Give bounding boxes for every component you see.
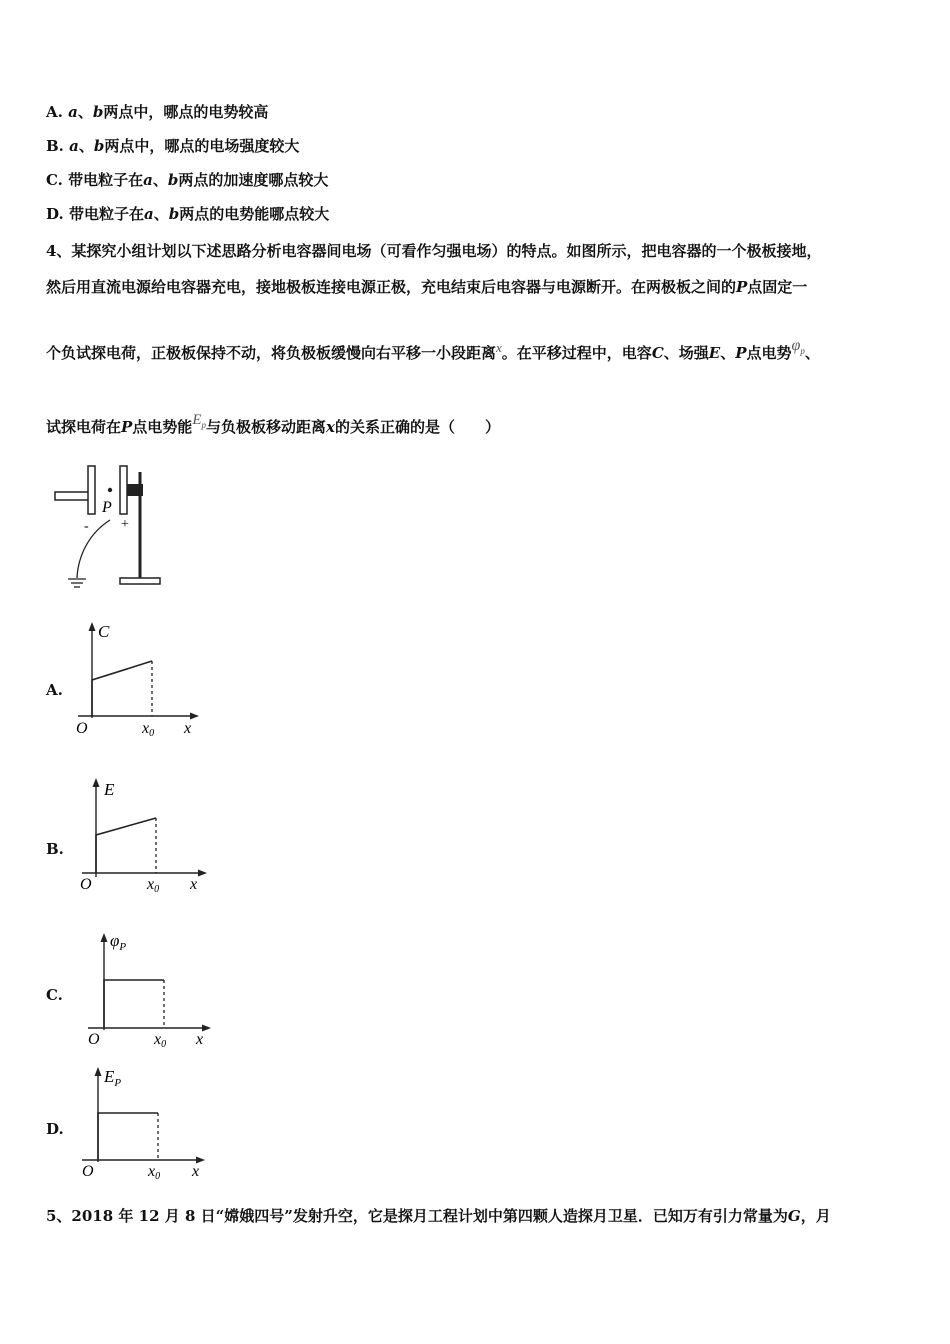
graph-c-y-arrow <box>101 933 108 942</box>
q4-line2: 然后用直流电源给电容器充电，接地极板连接电源正极，充电结束后电容器与电源断开。在两极板之间的P点固定一 <box>46 278 808 296</box>
q4-line3: 个负试探电荷，正极板保持不动，将负极板缓慢向右平移一小段距离x。在平移过程中，电容C、场强E、P点电势$\varphi^p$、 <box>46 337 820 362</box>
graph-a-x-arrow <box>190 713 199 720</box>
graph-b-label: B. <box>46 840 64 858</box>
graph-b-curve <box>96 818 156 873</box>
graph-b-x-arrow <box>198 870 207 877</box>
stand-base <box>120 578 160 584</box>
graph-a-y-label: C <box>98 622 110 641</box>
option-c-prev: C. 带电粒子在a、b两点的加速度哪点较大 <box>46 171 329 189</box>
graph-c-curve <box>104 980 164 1028</box>
q5-line1: 5、2018 年 12 月 8 日“嫦娥四号”发射升空，它是探月工程计划中第四颗人造探月卫星．已知万有引力常量为G，月 <box>46 1207 831 1225</box>
plus-sign: + <box>121 517 129 532</box>
graph-c-x-arrow <box>202 1025 211 1032</box>
graph-c <box>84 928 224 1048</box>
graph-b <box>76 775 216 895</box>
positive-plate <box>120 466 127 514</box>
q4-line1: 4、某探究小组计划以下述思路分析电容器间电场（可看作匀强电场）的特点。如图所示，把电容器的一个极板接地， <box>46 242 822 260</box>
graph-c-origin: O <box>88 1031 100 1048</box>
graph-c-x-label: x <box>196 1031 204 1048</box>
graph-d-curve <box>98 1113 158 1160</box>
graph-b-y-arrow <box>93 778 100 787</box>
graph-d <box>78 1062 218 1182</box>
q4-line4: 试探电荷在P点电势能$E^p$与负极板移动距离x的关系正确的是（ ） <box>46 412 500 436</box>
graph-b-x-label: x <box>190 876 198 893</box>
graph-a-x-label: x <box>184 720 192 737</box>
graph-d-x-label: x <box>192 1163 200 1180</box>
point-p-dot <box>108 488 112 492</box>
graph-c-x0: x0 <box>154 1031 167 1050</box>
option-a-prev: A. a、b两点中，哪点的电势较高 <box>46 103 269 121</box>
capacitor-figure <box>50 462 170 592</box>
option-b-prev: B. a、b两点中，哪点的电场强度较大 <box>46 137 300 155</box>
graph-a-curve <box>92 661 152 716</box>
graph-a-x0: x0 <box>142 720 155 739</box>
graph-d-label: D. <box>46 1120 64 1138</box>
point-p-label: P <box>102 499 112 516</box>
graph-a-y-arrow <box>89 622 96 631</box>
graph-c-label: C. <box>46 986 63 1004</box>
graph-a-label: A. <box>46 681 63 699</box>
graph-b-x0: x0 <box>147 876 160 895</box>
graph-c-y-label: $\varphi_P$ <box>110 931 127 953</box>
option-d-prev: D. 带电粒子在a、b两点的电势能哪点较大 <box>46 205 330 223</box>
graph-d-y-arrow <box>95 1067 102 1076</box>
minus-sign: - <box>84 519 89 534</box>
ground-wire <box>77 520 110 578</box>
graph-a-origin: O <box>76 720 88 737</box>
graph-d-x0: x0 <box>148 1163 161 1182</box>
left-holder-rod <box>55 492 89 500</box>
graph-d-y-label: $E_P$ <box>104 1067 122 1089</box>
graph-b-y-label: E <box>104 780 115 799</box>
negative-plate <box>88 466 95 514</box>
graph-d-origin: O <box>82 1163 94 1180</box>
graph-a <box>72 620 212 740</box>
graph-b-origin: O <box>80 876 92 893</box>
